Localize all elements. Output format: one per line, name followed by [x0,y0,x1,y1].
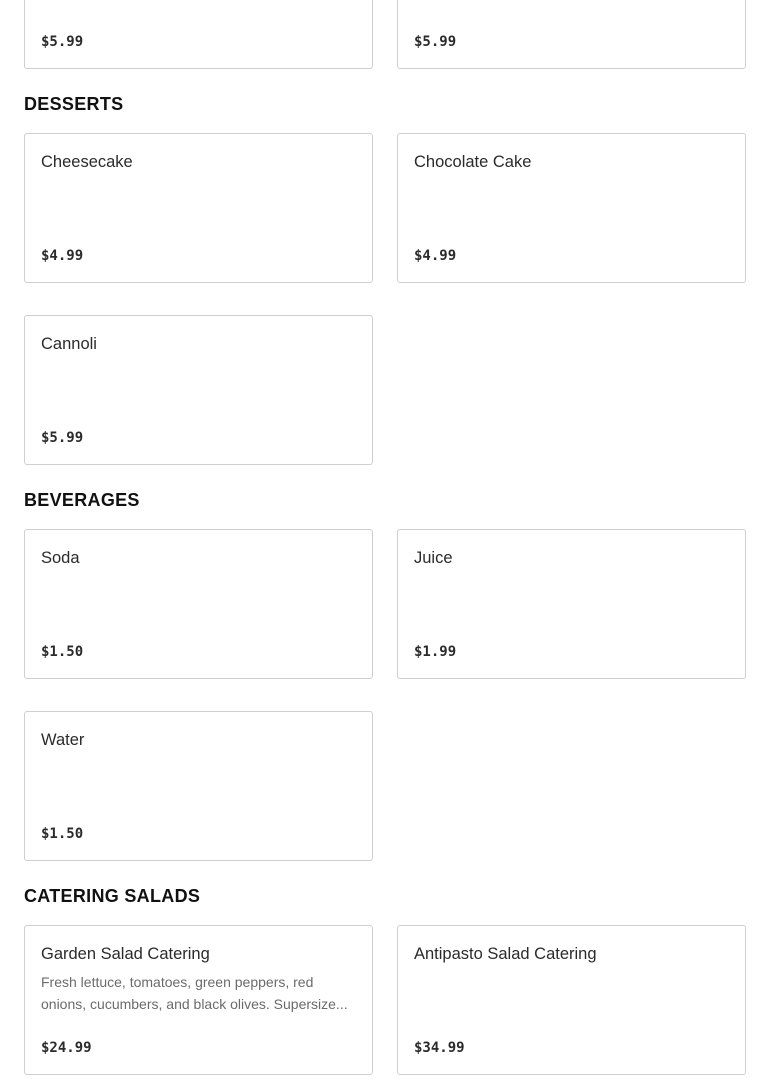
item-name: Soda [41,549,80,567]
menu-item-juice[interactable] [397,529,746,679]
menu-item-garden-salad-catering[interactable] [24,925,373,1075]
section-title-desserts: DESSERTS [24,94,124,114]
item-description: Fresh lettuce, tomatoes, green peppers, red onions, cucumbers, and black olives. Supersize... [41,974,348,1012]
section-title-catering-salads: CATERING SALADS [24,886,201,906]
item-name: Water [41,731,85,749]
menu-item-soda[interactable] [24,529,373,679]
item-name: Cannoli [41,335,97,353]
item-price: $24.99 [41,1040,92,1056]
item-price: $4.99 [41,248,84,264]
item-price: $34.99 [414,1040,465,1056]
menu-item-chocolate-cake[interactable] [397,133,746,283]
item-name: Garden Salad Catering [41,945,210,963]
section-title-beverages: BEVERAGES [24,490,140,510]
item-price: $1.50 [41,644,84,660]
item-price: $5.99 [41,34,84,50]
item-name: Cheesecake [41,153,133,171]
menu-item-water[interactable] [24,711,373,861]
item-price: $1.50 [41,826,84,842]
menu-item-cannoli[interactable] [24,315,373,465]
item-price: $1.99 [414,644,457,660]
menu-item-card[interactable] [397,0,746,69]
menu-item-antipasto-salad-catering[interactable] [397,925,746,1075]
item-price: $5.99 [41,430,84,446]
menu-item-cheesecake[interactable] [24,133,373,283]
item-price: $4.99 [414,248,457,264]
item-name: Juice [414,549,453,567]
item-name: Antipasto Salad Catering [414,945,597,963]
item-price: $5.99 [414,34,457,50]
item-name: Chocolate Cake [414,153,532,171]
menu-item-card[interactable] [24,0,373,69]
